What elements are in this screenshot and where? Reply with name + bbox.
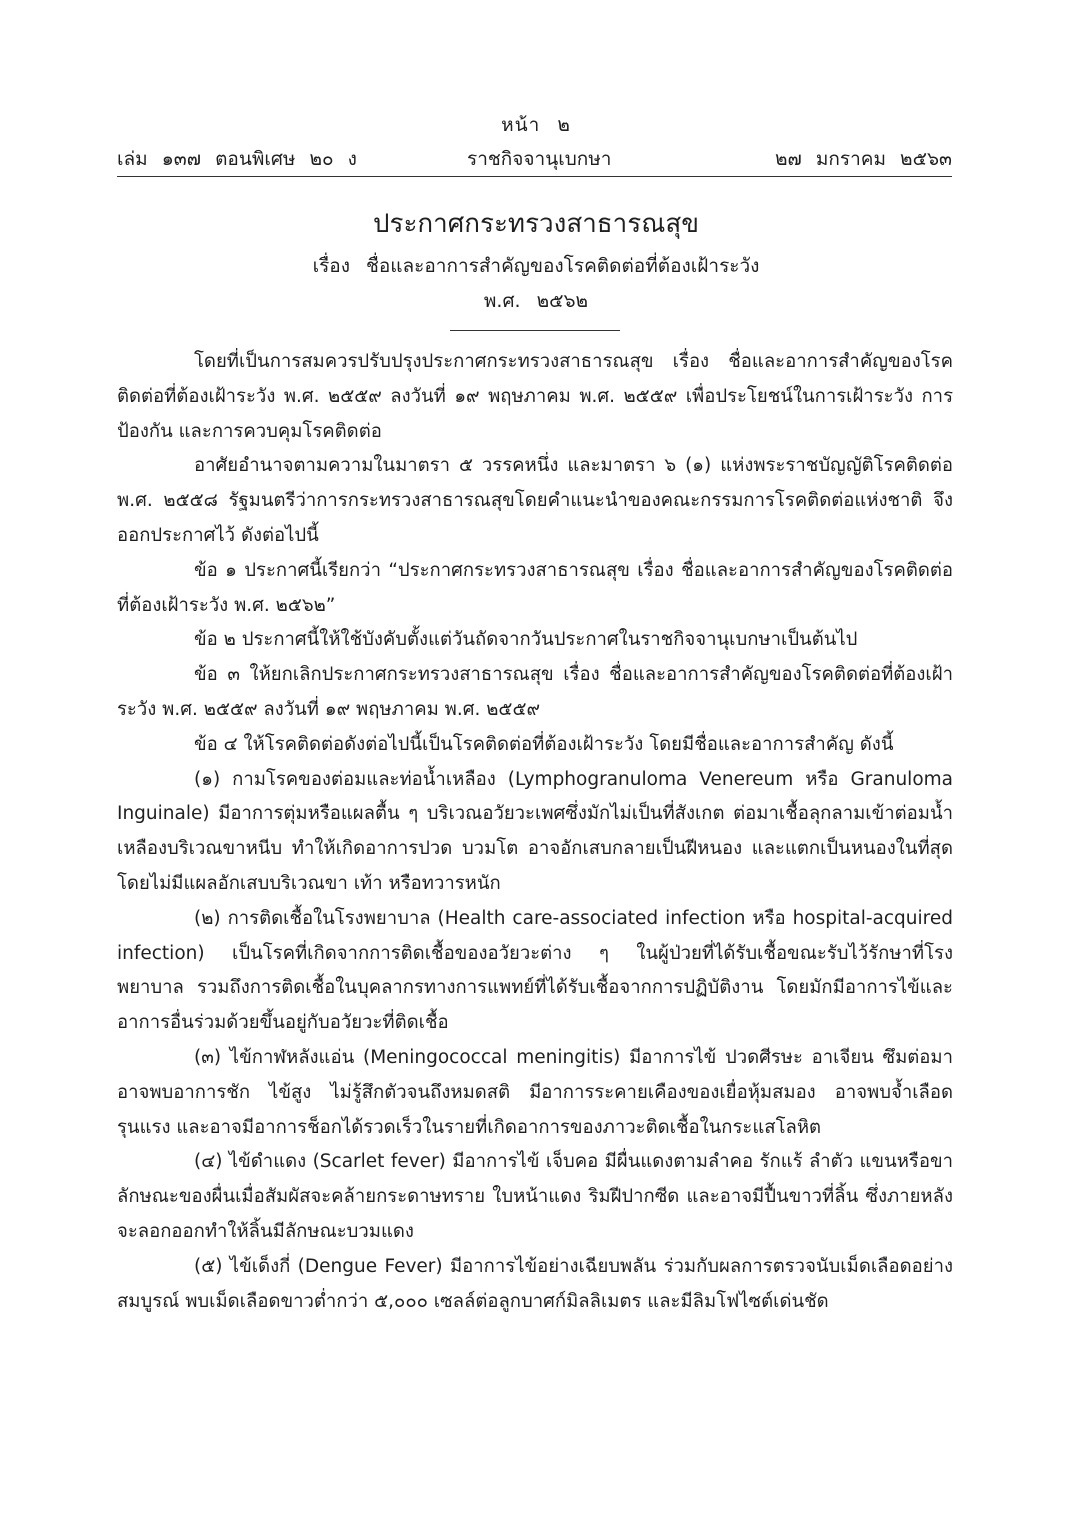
- disease-item-3: (๓) ไข้กาฬหลังแอ่น (Meningococcal meningitis) มีอาการไข้ ปวดศีรษะ อาเจียน ซึมต่อมาอาจพบอาการชัก ไข้สูง ไม่รู้สึกตัวจนถึงหมดสติ มีอาการระคายเคืองของเยื่อหุ้มสมอง อาจพบจ้ำเลือดรุนแรง และอาจมีอาการช็อกได้รวดเร็วในรายที่เกิดอาการของภาวะติดเชื้อในกระแสโลหิต: [117, 1046, 953, 1138]
- document-body: [117, 345, 953, 1319]
- subject-text: ชื่อและอาการสำคัญของโรคติดต่อที่ต้องเฝ้าระวัง: [365, 255, 760, 277]
- gazette-name: ราชกิจจานุเบกษา: [467, 148, 612, 170]
- disease-item-2: (๒) การติดเชื้อในโรงพยาบาล (Health care-associated infection หรือ hospital-acquired infection) เป็นโรคที่เกิดจากการติดเชื้อของอวัยวะต่าง ๆ ในผู้ป่วยที่ได้รับเชื้อขณะรับไว้รักษาที่โรงพยาบาล รวมถึงการติดเชื้อในบุคลากรทางการแพทย์ที่ได้รับเชื้อจากการปฏิบัติงาน โดยมักมีอาการไข้และอาการอื่นร่วมด้วยขึ้นอยู่กับอวัยวะที่ติดเชื้อ: [117, 907, 953, 1034]
- announcement-year: พ.ศ. ๒๕๖๒: [483, 290, 589, 312]
- subject-label: เรื่อง: [312, 255, 350, 277]
- disease-item-4: (๔) ไข้ดำแดง (Scarlet fever) มีอาการไข้ เจ็บคอ มีผื่นแดงตามลำคอ รักแร้ ลำตัว แขนหรือขา ลักษณะของผื่นเมื่อสัมผัสจะคล้ายกระดาษทราย ใบหน้าแดง ริมฝีปากซีด และอาจมีปื้นขาวที่ลิ้น ซึ่งภายหลังจะลอกออกทำให้ลิ้นมีลักษณะบวมแดง: [117, 1151, 953, 1242]
- disease-item-1: (๑) กามโรคของต่อมและท่อน้ำเหลือง (Lymphogranuloma Venereum หรือ Granuloma Inguinale) มีอาการตุ่มหรือแผลตื้น ๆ บริเวณอวัยวะเพศซึ่งมักไม่เป็นที่สังเกต ต่อมาเชื้อลุกลามเข้าต่อมน้ำเหลืองบริเวณขาหนีบ ทำให้เกิดอาการปวด บวมโต อาจอักเสบกลายเป็นฝีหนอง และแตกเป็นหนองในที่สุด โดยไม่มีแผลอักเสบบริเวณขา เท้า หรือทวารหนัก: [117, 768, 953, 894]
- publication-date: ๒๗ มกราคม ๒๕๖๓: [775, 148, 952, 170]
- volume-issue: เล่ม ๑๓๗ ตอนพิเศษ ๒๐ ง: [117, 148, 357, 170]
- clause-2: ข้อ ๒ ประกาศนี้ให้ใช้บังคับตั้งแต่วันถัดจากวันประกาศในราชกิจจานุเบกษาเป็นต้นไป: [194, 629, 858, 651]
- clause-1: ข้อ ๑ ประกาศนี้เรียกว่า “ประกาศกระทรวงสาธารณสุข เรื่อง ชื่อและอาการสำคัญของโรคติดต่อที่ต้องเฝ้าระวัง พ.ศ. ๒๕๖๒”: [117, 559, 953, 616]
- disease-item-5: (๕) ไข้เด็งกี่ (Dengue Fever) มีอาการไข้อย่างเฉียบพลัน ร่วมกับผลการตรวจนับเม็ดเลือดอย่างสมบูรณ์ พบเม็ดเลือดขาวต่ำกว่า ๕,๐๐๐ เซลล์ต่อลูกบาศก์มิลลิเมตร และมีลิมโฟไซต์เด่นชัด: [117, 1255, 953, 1312]
- page-number: หน้า ๒: [501, 114, 571, 136]
- announcement-title: ประกาศกระทรวงสาธารณสุข: [372, 209, 699, 239]
- paragraph-preamble: โดยที่เป็นการสมควรปรับปรุงประกาศกระทรวงสาธารณสุข เรื่อง ชื่อและอาการสำคัญของโรคติดต่อที่ต้องเฝ้าระวัง พ.ศ. ๒๕๕๙ ลงวันที่ ๑๙ พฤษภาคม พ.ศ. ๒๕๕๙ เพื่อประโยชน์ในการเฝ้าระวัง การป้องกัน และการควบคุมโรคติดต่อ: [117, 351, 953, 442]
- clause-3: ข้อ ๓ ให้ยกเลิกประกาศกระทรวงสาธารณสุข เรื่อง ชื่อและอาการสำคัญของโรคติดต่อที่ต้องเฝ้าระวัง พ.ศ. ๒๕๕๙ ลงวันที่ ๑๙ พฤษภาคม พ.ศ. ๒๕๕๙: [117, 664, 953, 720]
- announcement-subject: [0, 251, 1072, 281]
- title-divider: [450, 330, 620, 331]
- paragraph-authority: อาศัยอำนาจตามความในมาตรา ๕ วรรคหนึ่ง และมาตรา ๖ (๑) แห่งพระราชบัญญัติโรคติดต่อ พ.ศ. ๒๕๕๘ รัฐมนตรีว่าการกระทรวงสาธารณสุขโดยคำแนะนำของคณะกรรมการโรคติดต่อแห่งชาติ จึงออกประกาศไว้ ดังต่อไปนี้: [117, 455, 953, 546]
- gazette-header: [117, 142, 952, 177]
- clause-4: ข้อ ๔ ให้โรคติดต่อดังต่อไปนี้เป็นโรคติดต่อที่ต้องเฝ้าระวัง โดยมีชื่อและอาการสำคัญ ดังนี้: [194, 733, 894, 755]
